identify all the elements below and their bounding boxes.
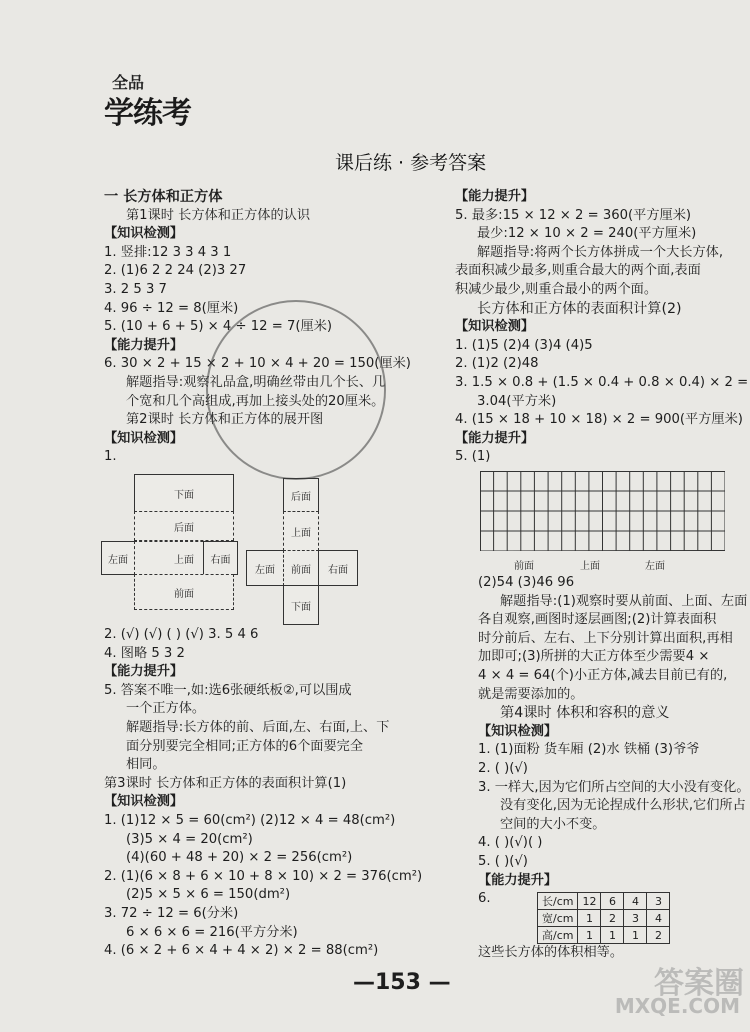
left-line: 第2课时 长方体和正方体的展开图 bbox=[126, 412, 324, 428]
left-line: 【知识检测】 bbox=[104, 430, 184, 446]
left-line: 【能力提升】 bbox=[104, 337, 184, 353]
grid-label-left: 左面 bbox=[645, 561, 665, 572]
left-line: 【知识检测】 bbox=[104, 226, 184, 242]
table-cell: 高/cm bbox=[538, 927, 578, 944]
brand-logo bbox=[104, 70, 224, 130]
right2-line: 5. ( )(√) bbox=[478, 853, 528, 869]
left-line: 2. (1)6 2 2 24 (2)3 27 bbox=[104, 263, 247, 279]
right-line: 最少:12 × 10 × 2 = 240(平方厘米) bbox=[477, 226, 697, 242]
right2-line: 3. 一样大,因为它们所占空间的大小没有变化。 bbox=[478, 779, 750, 795]
net1-right: 右面 bbox=[203, 541, 238, 575]
right-line: 1. (1)5 (2)4 (3)4 (4)5 bbox=[455, 337, 593, 353]
left-line: 3. 2 5 3 7 bbox=[104, 281, 167, 297]
table-cell: 长/cm bbox=[538, 893, 578, 910]
table-cell: 1 bbox=[578, 927, 601, 944]
net2-down: 下面 bbox=[283, 585, 319, 625]
left2-line: 【能力提升】 bbox=[104, 664, 184, 680]
left2-line: 【知识检测】 bbox=[104, 794, 184, 810]
page-title: 课后练 · 参考答案 bbox=[335, 152, 487, 174]
right-line: 解题指导:将两个长方体拼成一个大长方体, bbox=[477, 244, 724, 260]
table-cell: 1 bbox=[578, 910, 601, 927]
table-cell: 1 bbox=[601, 927, 624, 944]
left-line: 一 长方体和正方体 bbox=[104, 189, 223, 205]
net1-back: 后面 bbox=[134, 511, 234, 541]
right-line: 【能力提升】 bbox=[455, 189, 535, 204]
site-watermark-url: MXQE.COM bbox=[614, 994, 740, 1018]
table-cell: 1 bbox=[624, 927, 647, 944]
table-cell: 宽/cm bbox=[538, 910, 578, 927]
table-cell: 3 bbox=[647, 893, 670, 910]
right2-line: 6. bbox=[478, 891, 491, 907]
right-line: 长方体和正方体的表面积计算(2) bbox=[477, 300, 682, 317]
net2-right: 右面 bbox=[318, 550, 358, 586]
left2-line: 5. 答案不唯一,如:选6张硬纸板②,可以围成 bbox=[104, 682, 352, 698]
left2-line: (2)5 × 5 × 6 = 150(dm²) bbox=[126, 887, 291, 903]
right2-line: 解题指导:(1)观察时要从前面、上面、左面 bbox=[500, 593, 748, 609]
left2-line: 2. (√) (√) ( ) (√) 3. 5 4 6 bbox=[104, 627, 259, 642]
right-column-bottom bbox=[478, 574, 750, 909]
right2-line: 空间的大小不变。 bbox=[500, 816, 606, 832]
table-row bbox=[538, 910, 670, 927]
right2-line: 【能力提升】 bbox=[478, 872, 558, 888]
logo-big-text: 学练考 bbox=[104, 96, 191, 131]
table-row bbox=[538, 893, 670, 910]
left2-line: 3. 72 ÷ 12 = 6(分米) bbox=[104, 905, 239, 921]
table-cell: 4 bbox=[624, 893, 647, 910]
right2-line: 1. (1)面粉 货车厢 (2)水 铁桶 (3)爷爷 bbox=[478, 742, 700, 758]
left-line: 个宽和几个高组成,再加上接头处的20厘米。 bbox=[126, 393, 385, 409]
right-line: 【知识检测】 bbox=[455, 319, 535, 335]
left2-line: 4. (6 × 2 + 6 × 4 + 4 × 2) × 2 = 88(cm²) bbox=[104, 943, 379, 959]
site-watermark: 答案圈 bbox=[654, 966, 744, 1001]
left2-line: 2. (1)(6 × 8 + 6 × 10 + 8 × 10) × 2 = 376(cm²) bbox=[104, 868, 423, 884]
left2-line: 解题指导:长方体的前、后面,左、右面,上、下 bbox=[126, 719, 390, 735]
right-line: 2. (1)2 (2)48 bbox=[455, 356, 539, 372]
grid-label-top: 上面 bbox=[580, 561, 600, 572]
left-line: 6. 30 × 2 + 15 × 2 + 10 × 4 + 20 = 150(厘米) bbox=[104, 356, 411, 372]
right2-line: 4. ( )(√)( ) bbox=[478, 835, 543, 851]
dimension-table bbox=[537, 892, 670, 944]
right-line: 5. (1) bbox=[455, 449, 491, 465]
right-line: 表面积减少最多,则重合最大的两个面,表面 bbox=[455, 263, 701, 279]
right2-line: 2. ( )(√) bbox=[478, 760, 528, 776]
left2-line: 4. 图略 5 3 2 bbox=[104, 645, 185, 661]
right2-line: 各自观察,画图时逐层画图;(2)计算表面积 bbox=[478, 612, 717, 628]
left2-line: (4)(60 + 48 + 20) × 2 = 256(cm²) bbox=[126, 850, 353, 866]
table-note-text: 这些长方体的体积相等。 bbox=[478, 945, 624, 960]
left-line: 解题指导:观察礼品盒,明确丝带由几个长、几 bbox=[126, 374, 386, 390]
right-line: 3. 1.5 × 0.8 + (1.5 × 0.4 + 0.8 × 0.4) × 2 = bbox=[455, 374, 749, 390]
table-cell: 12 bbox=[578, 893, 601, 910]
left-line: 第1课时 长方体和正方体的认识 bbox=[126, 207, 311, 223]
right2-line: (2)54 (3)46 96 bbox=[478, 575, 575, 590]
left-line: 1. 竖排:12 3 3 4 3 1 bbox=[104, 244, 232, 260]
grid-hline bbox=[480, 551, 725, 552]
left2-line: 第3课时 长方体和正方体的表面积计算(1) bbox=[104, 775, 347, 791]
left-line: 4. 96 ÷ 12 = 8(厘米) bbox=[104, 300, 239, 316]
left2-line: 1. (1)12 × 5 = 60(cm²) (2)12 × 4 = 48(cm²) bbox=[104, 812, 396, 828]
right2-line: 就是需要添加的。 bbox=[478, 686, 584, 702]
net1-left: 左面 bbox=[101, 541, 135, 575]
right2-line: 4 × 4 = 64(个)小正方体,减去目前已有的, bbox=[478, 667, 728, 683]
right2-line: 第4课时 体积和容积的意义 bbox=[500, 705, 670, 722]
table-note bbox=[478, 944, 623, 963]
left2-line: (3)5 × 4 = 20(cm²) bbox=[126, 831, 253, 847]
left2-line: 面分别要完全相同;正方体的6个面要完全 bbox=[126, 738, 364, 754]
left2-line: 一个正方体。 bbox=[126, 701, 206, 717]
table-cell: 3 bbox=[624, 910, 647, 927]
right-column-top bbox=[455, 188, 748, 467]
left-column-bottom bbox=[104, 626, 422, 961]
left-line: 5. (10 + 6 + 5) × 4 ÷ 12 = 7(厘米) bbox=[104, 319, 333, 335]
right-line: 【能力提升】 bbox=[455, 430, 535, 446]
table-cell: 2 bbox=[647, 927, 670, 944]
logo-small-text: 全品 bbox=[112, 73, 145, 92]
right2-line: 【知识检测】 bbox=[478, 723, 558, 739]
right2-line: 加即可;(3)所拼的大正方体至少需要4 × bbox=[478, 649, 710, 665]
table-row bbox=[538, 927, 670, 944]
net2-left: 左面 bbox=[246, 550, 284, 586]
page-number: —153 — bbox=[353, 970, 451, 995]
right2-line: 没有变化,因为无论捏成什么形状,它们所占 bbox=[500, 798, 746, 814]
right-line: 积减少最少,则重合最小的两个面。 bbox=[455, 281, 658, 297]
left-line: 1. bbox=[104, 449, 117, 465]
table-cell: 6 bbox=[601, 893, 624, 910]
left2-line: 相同。 bbox=[126, 757, 166, 773]
net2-back: 后面 bbox=[283, 478, 319, 512]
watermark-stamp bbox=[206, 300, 386, 480]
net1-front: 前面 bbox=[134, 574, 234, 610]
right-line: 4. (15 × 18 + 10 × 18) × 2 = 900(平方厘米) bbox=[455, 412, 743, 428]
right-line: 3.04(平方米) bbox=[477, 393, 557, 409]
view-grid bbox=[480, 471, 725, 551]
right2-line: 时分前后、左右、上下分别计算出面积,再相 bbox=[478, 630, 733, 646]
left2-line: 6 × 6 × 6 = 216(平方分米) bbox=[126, 924, 298, 940]
table-cell: 4 bbox=[647, 910, 670, 927]
table-cell: 2 bbox=[601, 910, 624, 927]
net1-up: 上面 bbox=[134, 541, 234, 575]
net1-down: 下面 bbox=[134, 474, 234, 512]
net2-front: 前面 bbox=[283, 550, 319, 586]
grid-label-front: 前面 bbox=[514, 561, 534, 572]
net2-up: 上面 bbox=[283, 511, 319, 551]
right-line: 5. 最多:15 × 12 × 2 = 360(平方厘米) bbox=[455, 207, 692, 223]
